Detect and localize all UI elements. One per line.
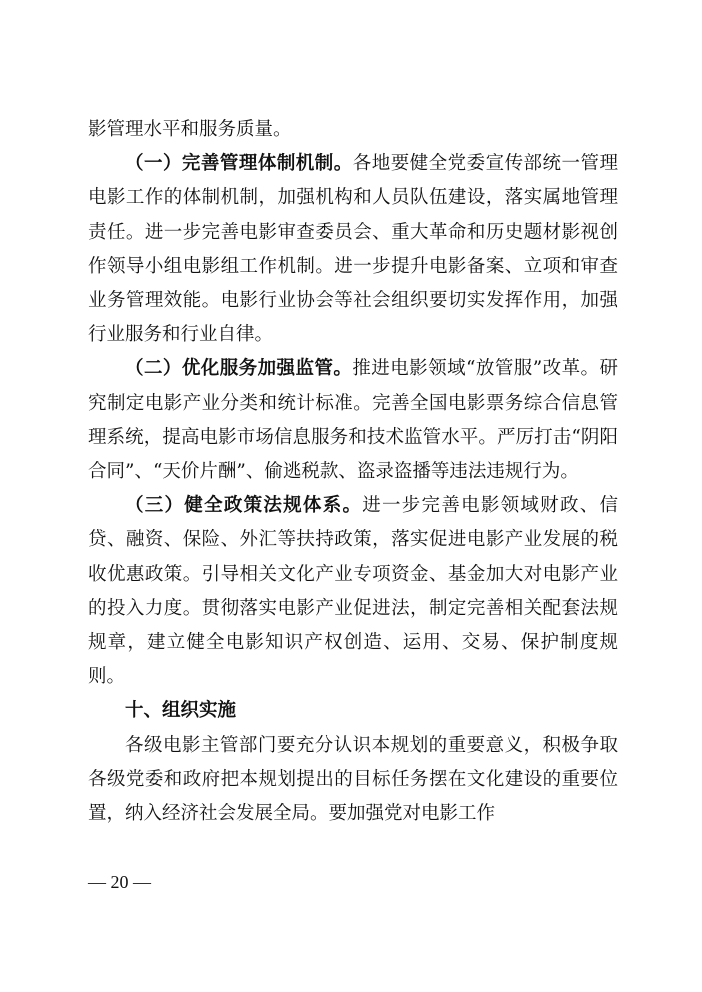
item-3-lead: （三）健全政策法规体系。	[125, 495, 363, 517]
item-1-lead: （一）完善管理体制机制。	[125, 153, 353, 175]
page-number: — 20 —	[88, 872, 151, 892]
continuation-paragraph: 影管理水平和服务质量。	[88, 119, 292, 140]
paragraph-item-1	[88, 147, 618, 352]
item-2-lead: （二）优化服务加强监管。	[125, 358, 353, 380]
section-heading: 十、组织实施	[125, 700, 237, 722]
item-2-body: 推进电影领域“放管服”改革。研究制定电影产业分类和统计标准。完善全国电影票务综合信息管理系统，提高电影市场信息服务和技术监管水平。严厉打击“阴阳合同”、“天价片酬”、偷逃税款、盗录盗播等违法违规行为。	[88, 358, 618, 483]
paragraph-item-2	[88, 352, 618, 489]
paragraph-item-3	[88, 489, 618, 694]
body-text	[88, 113, 618, 831]
item-3-body: 进一步完善电影领域财政、信贷、融资、保险、外汇等扶持政策，落实促进电影产业发展的税收优惠政策。引导相关文化产业专项资金、基金加大对电影产业的投入力度。贯彻落实电影产业促进法，制定完善相关配套法规规章，建立健全电影知识产权创造、运用、交易、保护制度规则。	[88, 495, 618, 688]
item-1-body: 各地要健全党委宣传部统一管理电影工作的体制机制，加强机构和人员队伍建设，落实属地管理责任。进一步完善电影审查委员会、重大革命和历史题材影视创作领导小组电影组工作机制。进一步提升电影备案、立项和审查业务管理效能。电影行业协会等社会组织要切实发挥作用，加强行业服务和行业自律。	[88, 153, 618, 346]
section-paragraph: 各级电影主管部门要充分认识本规划的重要意义，积极争取各级党委和政府把本规划提出的目标任务摆在文化建设的重要位置，纳入经济社会发展全局。要加强党对电影工作	[88, 734, 618, 825]
